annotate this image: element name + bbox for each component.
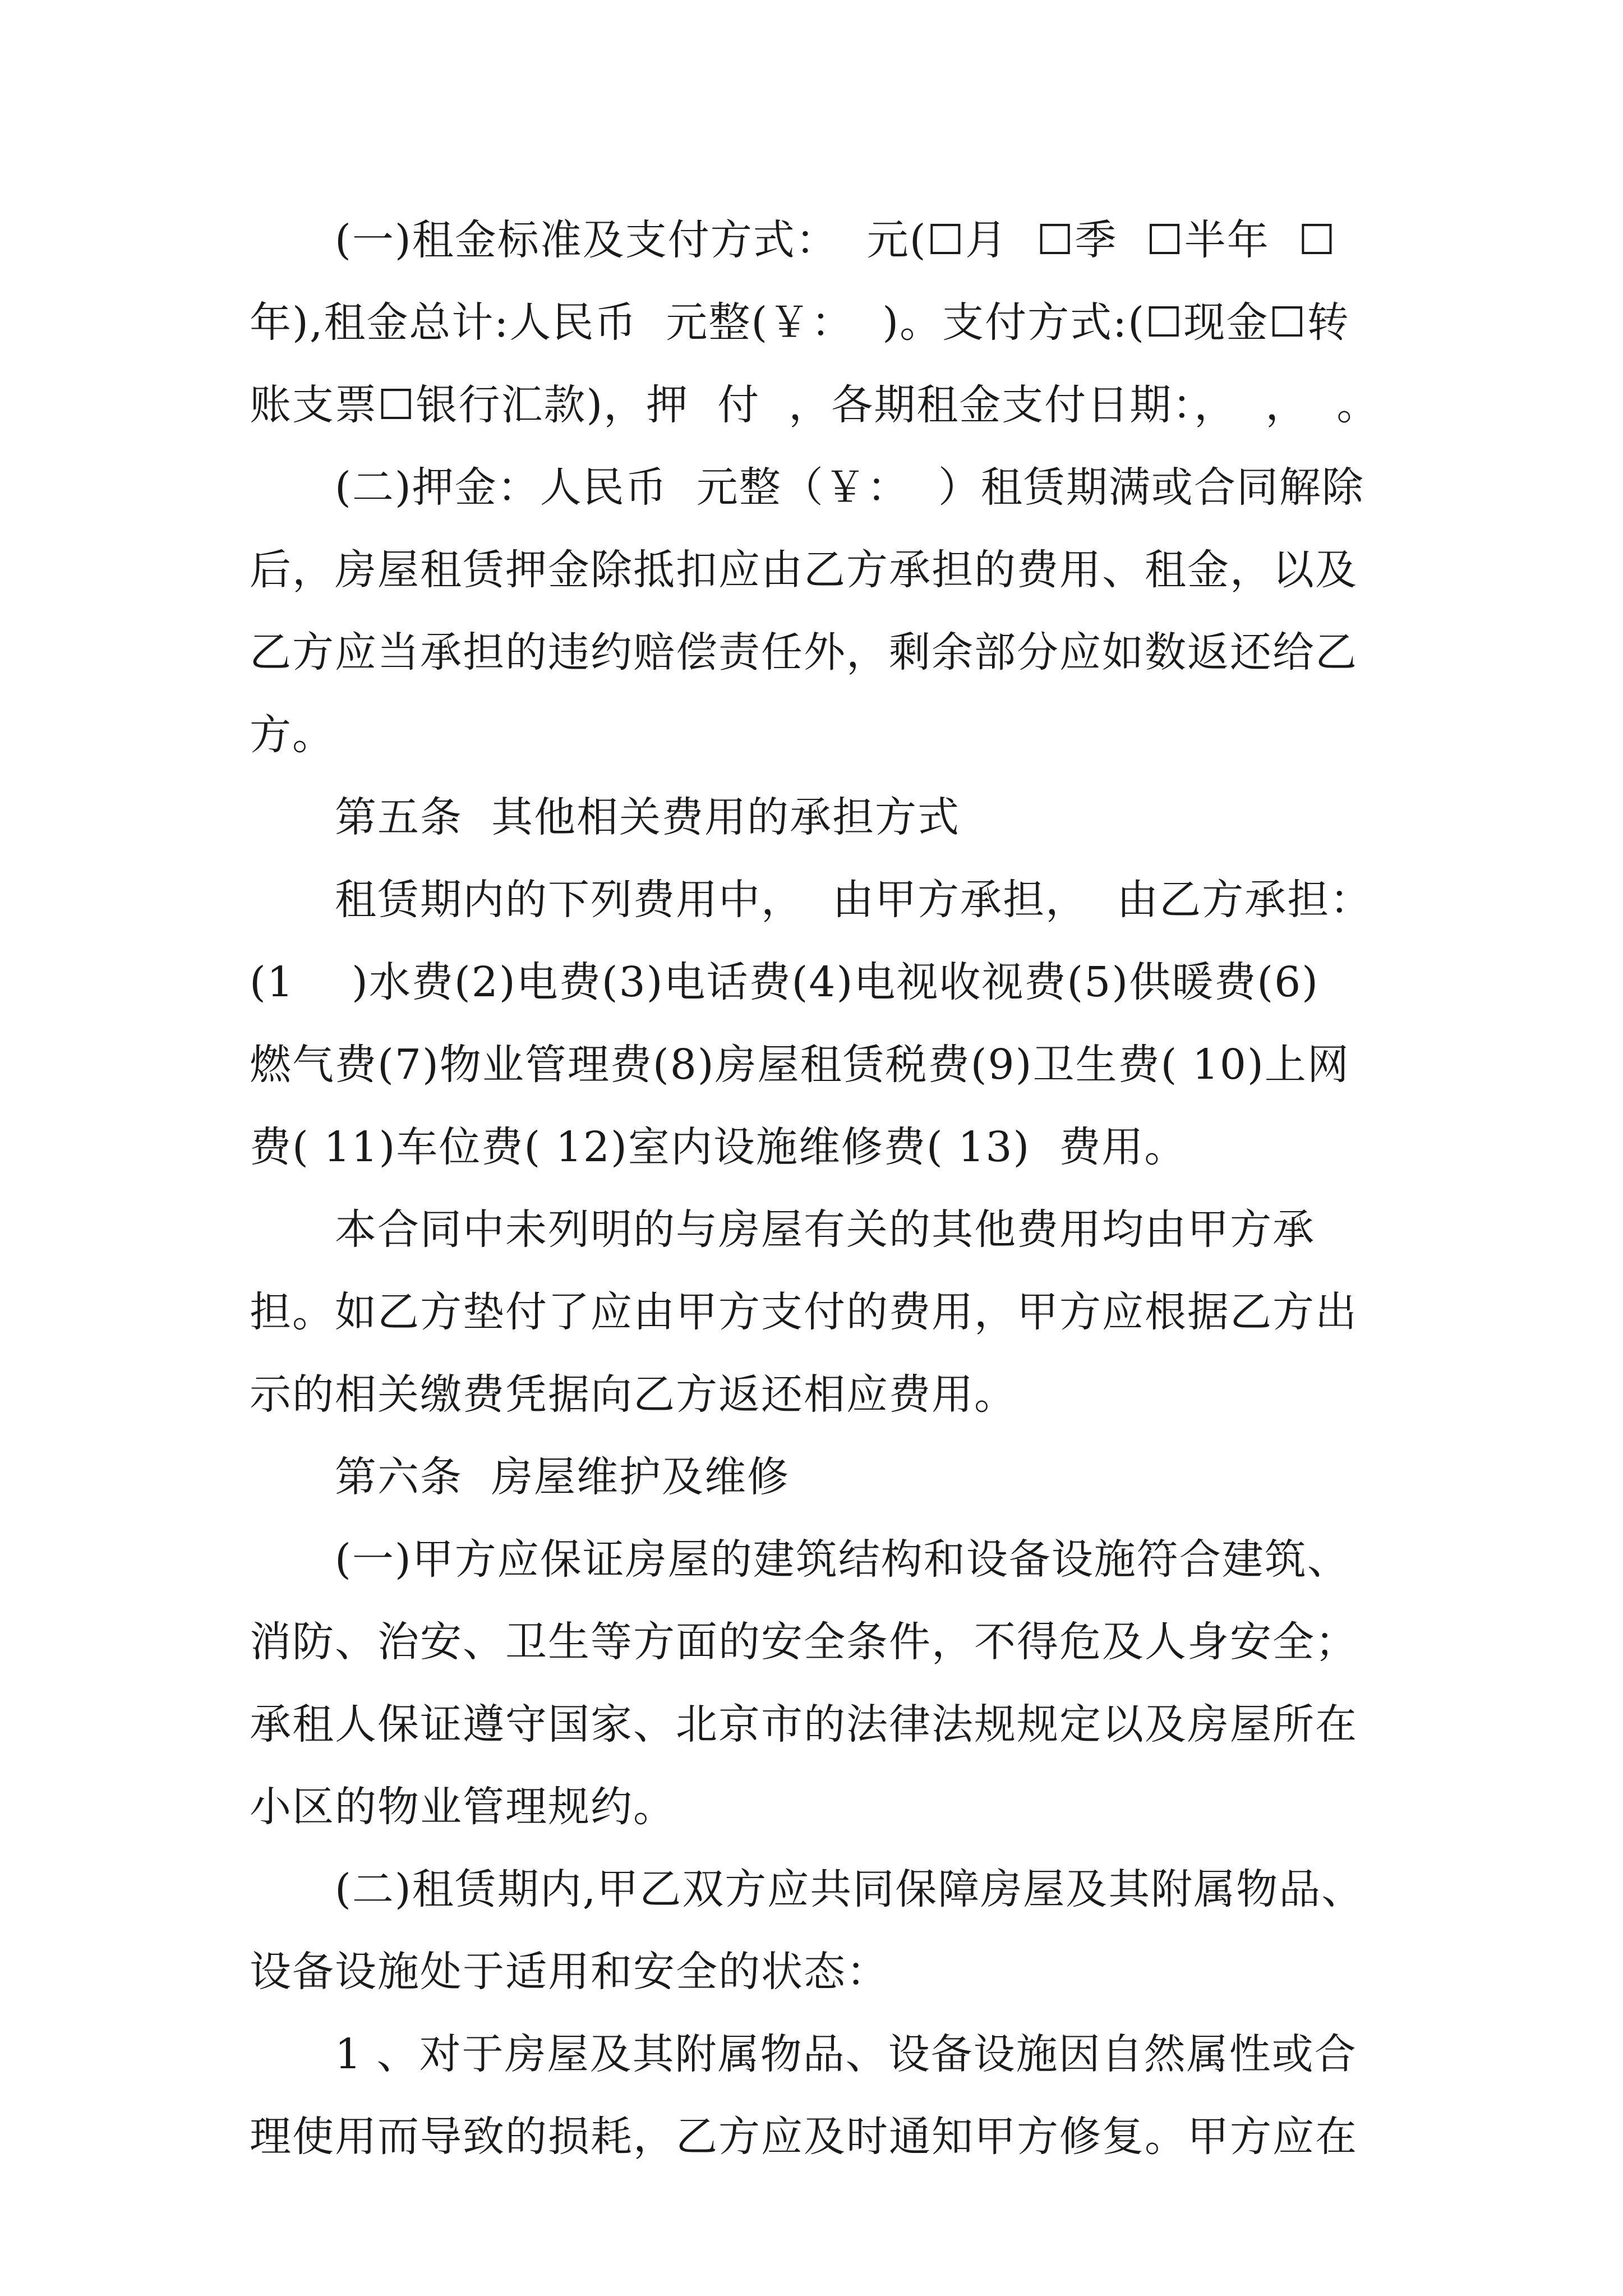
section-heading: 第五条 其他相关费用的承担方式 xyxy=(335,793,961,841)
text-line: 租赁期内的下列费用中， 由甲方承担， 由乙方承担： xyxy=(335,876,1373,924)
text-line: 本合同中未列明的与房屋有关的其他费用均由甲方承 xyxy=(335,1205,1315,1254)
text-line: 乙方应当承担的违约赔偿责任外，剩余部分应如数返还给乙 xyxy=(250,628,1358,677)
text-line: (二)租赁期内,甲乙双方应共同保障房屋及其附属物品、 xyxy=(335,1865,1364,1913)
text-line: 设备设施处于适用和安全的状态： xyxy=(250,1948,889,1996)
text-line: 小区的物业管理规约。 xyxy=(250,1783,676,1831)
text-line: 承租人保证遵守国家、北京市的法律法规规定以及房屋所在 xyxy=(250,1700,1358,1749)
text-line: 消防、治安、卫生等方面的安全条件，不得危及人身安全； xyxy=(250,1618,1358,1666)
document-body xyxy=(250,199,1388,2178)
text-line: 方。 xyxy=(250,711,335,759)
text-line: 1 、对于房屋及其附属物品、设备设施因自然属性或合 xyxy=(335,2030,1357,2078)
text-line: 后，房屋租赁押金除抵扣应由乙方承担的费用、租金，以及 xyxy=(250,546,1358,594)
text-line: (二)押金：人民币 元整（￥： ）租赁期满或合同解除 xyxy=(335,463,1364,512)
text-line: 燃气费(7)物业管理费(8)房屋租赁税费(9)卫生费( 10)上网 xyxy=(250,1041,1350,1089)
text-line: 费( 11)车位费( 12)室内设施维修费( 13) 费用。 xyxy=(250,1123,1187,1171)
text-line: (1 )水费(2)电费(3)电话费(4)电视收视费(5)供暖费(6) xyxy=(250,958,1320,1006)
text-line: (一)租金标准及支付方式： 元(☐月 ☐季 ☐半年 ☐ xyxy=(335,216,1337,264)
section-heading: 第六条 房屋维护及维修 xyxy=(335,1453,790,1501)
text-line: 担。如乙方垫付了应由甲方支付的费用，甲方应根据乙方出 xyxy=(250,1288,1358,1336)
text-line: 账支票☐银行汇款)，押 付 ，各期租金支付日期：， ， 。 xyxy=(250,381,1380,429)
text-line: 理使用而导致的损耗，乙方应及时通知甲方修复。甲方应在 xyxy=(250,2113,1358,2161)
text-line: 示的相关缴费凭据向乙方返还相应费用。 xyxy=(250,1370,1017,1419)
text-line: 年),租金总计:人民币 元整(￥： )。支付方式:(☐现金☐转 xyxy=(250,298,1350,347)
text-line: (一)甲方应保证房屋的建筑结构和设备设施符合建筑、 xyxy=(335,1535,1350,1584)
